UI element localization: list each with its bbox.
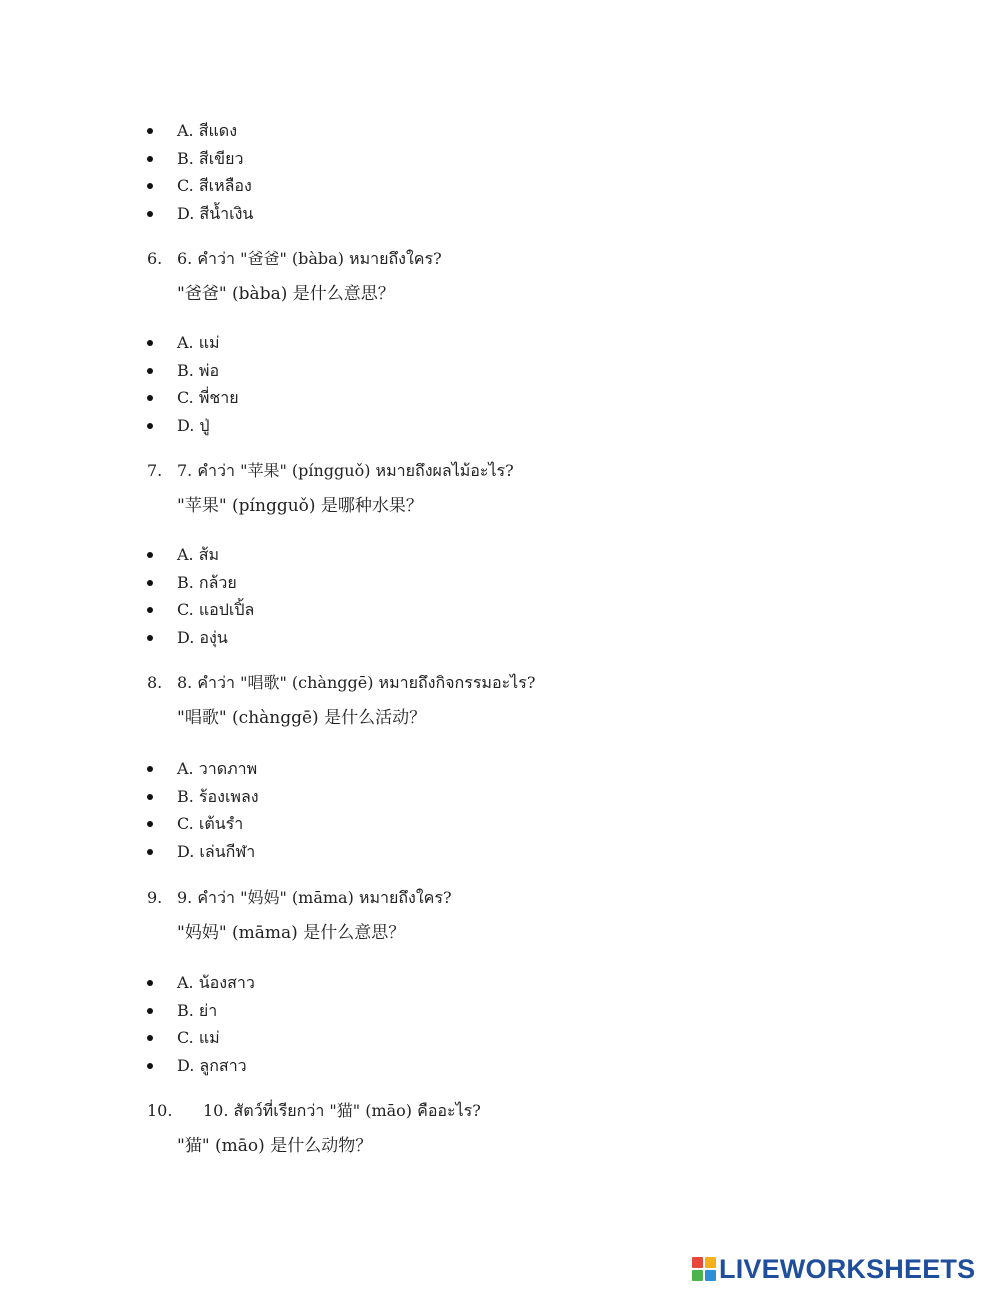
option-label: C. พี่ชาย [177,388,239,408]
logo-square [692,1257,703,1268]
option-item[interactable] [0,1052,1000,1080]
option-label: A. น้องสาว [177,973,255,992]
options-q8 [0,755,1000,865]
question-text-chinese: "唱歌" (chànggē) 是什么活动？ [177,708,427,728]
bullet-icon [147,384,155,412]
option-label: B. ย่า [177,1000,218,1020]
option-item[interactable] [0,810,1000,838]
option-item[interactable] [0,329,1000,357]
option-item[interactable] [0,145,1000,173]
option-item[interactable] [0,357,1000,385]
bullet-icon [147,117,155,145]
bullet-icon [147,200,155,228]
option-item[interactable] [0,596,1000,624]
options-q5 [0,117,1000,227]
bullet-icon [147,997,155,1025]
question-text-thai: 9. คำว่า "妈妈" (māma) หมายถึงใคร? [177,888,452,907]
question-text-thai: 10. สัตว์ที่เรียกว่า "猫" (māo) คืออะไร? [203,1101,481,1120]
question-text-chinese: "爸爸" (bàba) 是什么意思？ [177,284,395,304]
liveworksheets-logo [692,1253,975,1285]
bullet-icon [147,329,155,357]
option-label: D. เล่นกีฬา [177,841,256,861]
question-number: 10. [147,1101,173,1120]
question-number: 6. [147,249,163,268]
bullet-icon [147,541,155,569]
bullet-icon [147,838,155,866]
bullet-icon [147,810,155,838]
question-text-thai: 6. คำว่า "爸爸" (bàba) หมายถึงใคร? [177,249,442,268]
option-label: A. ส้ม [177,545,220,564]
option-item[interactable] [0,783,1000,811]
option-label: A. แม่ [177,333,220,352]
option-label: C. สีเหลือง [177,176,252,196]
option-item[interactable] [0,412,1000,440]
option-label: D. ลูกสาว [177,1055,247,1075]
option-label: B. สีเขียว [177,148,244,168]
option-label: C. เต้นรำ [177,814,244,834]
option-label: D. องุ่น [177,627,228,647]
option-item[interactable] [0,838,1000,866]
option-item[interactable] [0,969,1000,997]
option-item[interactable] [0,172,1000,200]
option-item[interactable] [0,200,1000,228]
option-item[interactable] [0,541,1000,569]
bullet-icon [147,596,155,624]
option-label: C. แอปเปิ้ล [177,600,255,620]
option-label: B. ร้องเพลง [177,786,259,806]
question-text-thai: 8. คำว่า "唱歌" (chànggē) หมายถึงกิจกรรมอะไร? [177,673,536,692]
bullet-icon [147,783,155,811]
bullet-icon [147,755,155,783]
option-item[interactable] [0,117,1000,145]
bullet-icon [147,969,155,997]
question-number: 9. [147,888,163,907]
bullet-icon [147,172,155,200]
bullet-icon [147,357,155,385]
option-item[interactable] [0,1024,1000,1052]
bullet-icon [147,412,155,440]
option-label: D. ปู่ [177,415,210,435]
question-number: 8. [147,673,163,692]
option-label: C. แม่ [177,1028,220,1048]
question-number: 7. [147,461,163,480]
option-item[interactable] [0,569,1000,597]
option-item[interactable] [0,624,1000,652]
logo-mark-icon [692,1257,716,1281]
question-text-chinese: "妈妈" (māma) 是什么意思？ [177,923,406,943]
logo-text: LIVEWORKSHEETS [719,1254,976,1284]
option-label: D. สีน้ำเงิน [177,203,254,223]
question-text-thai: 7. คำว่า "苹果" (píngguǒ) หมายถึงผลไม้อะไร? [177,461,514,480]
options-q9 [0,969,1000,1079]
option-label: B. พ่อ [177,360,220,380]
logo-square [705,1270,716,1281]
option-label: B. กล้วย [177,572,237,592]
logo-square [705,1257,716,1268]
bullet-icon [147,569,155,597]
bullet-icon [147,1024,155,1052]
options-q6 [0,329,1000,439]
option-item[interactable] [0,755,1000,783]
bullet-icon [147,624,155,652]
bullet-icon [147,1052,155,1080]
option-item[interactable] [0,997,1000,1025]
bullet-icon [147,145,155,173]
option-label: A. สีแดง [177,121,238,140]
option-label: A. วาดภาพ [177,759,258,778]
question-text-chinese: "猫" (māo) 是什么动物？ [177,1136,373,1156]
options-q7 [0,541,1000,651]
logo-square [692,1270,703,1281]
option-item[interactable] [0,384,1000,412]
question-text-chinese: "苹果" (píngguǒ) 是哪种水果？ [177,496,423,516]
